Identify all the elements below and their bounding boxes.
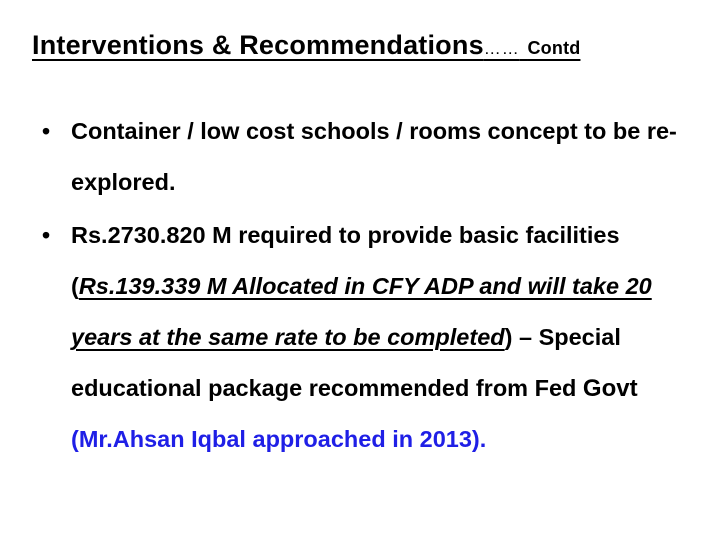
bullet-text-part1: Rs.2730.820 M required to provide basic facilities ( xyxy=(71,222,620,299)
title-contd: Contd xyxy=(527,38,581,58)
bullet-item-container-schools xyxy=(42,106,692,208)
bullet-list xyxy=(42,106,692,467)
slide-title xyxy=(32,25,692,69)
bullet-item-funding xyxy=(42,210,692,465)
bullet-text: Container / low cost schools / rooms concept to be re-explored. xyxy=(71,118,677,195)
bullet-marker: • xyxy=(42,118,51,144)
govt-text: Govt xyxy=(582,375,638,402)
bullet-marker: • xyxy=(42,222,51,248)
allocation-note: Rs.139.339 M Allocated in CFY ADP and will take 20 years at the same rate to be completed xyxy=(71,273,652,350)
title-main: Interventions & Recommendations xyxy=(32,30,484,60)
bullet-text-part2: ) – Special educational package recommended from Fed xyxy=(71,324,621,401)
title-ellipsis: …… xyxy=(483,39,520,58)
highlight-note: (Mr.Ahsan Iqbal approached in 2013). xyxy=(71,426,487,452)
